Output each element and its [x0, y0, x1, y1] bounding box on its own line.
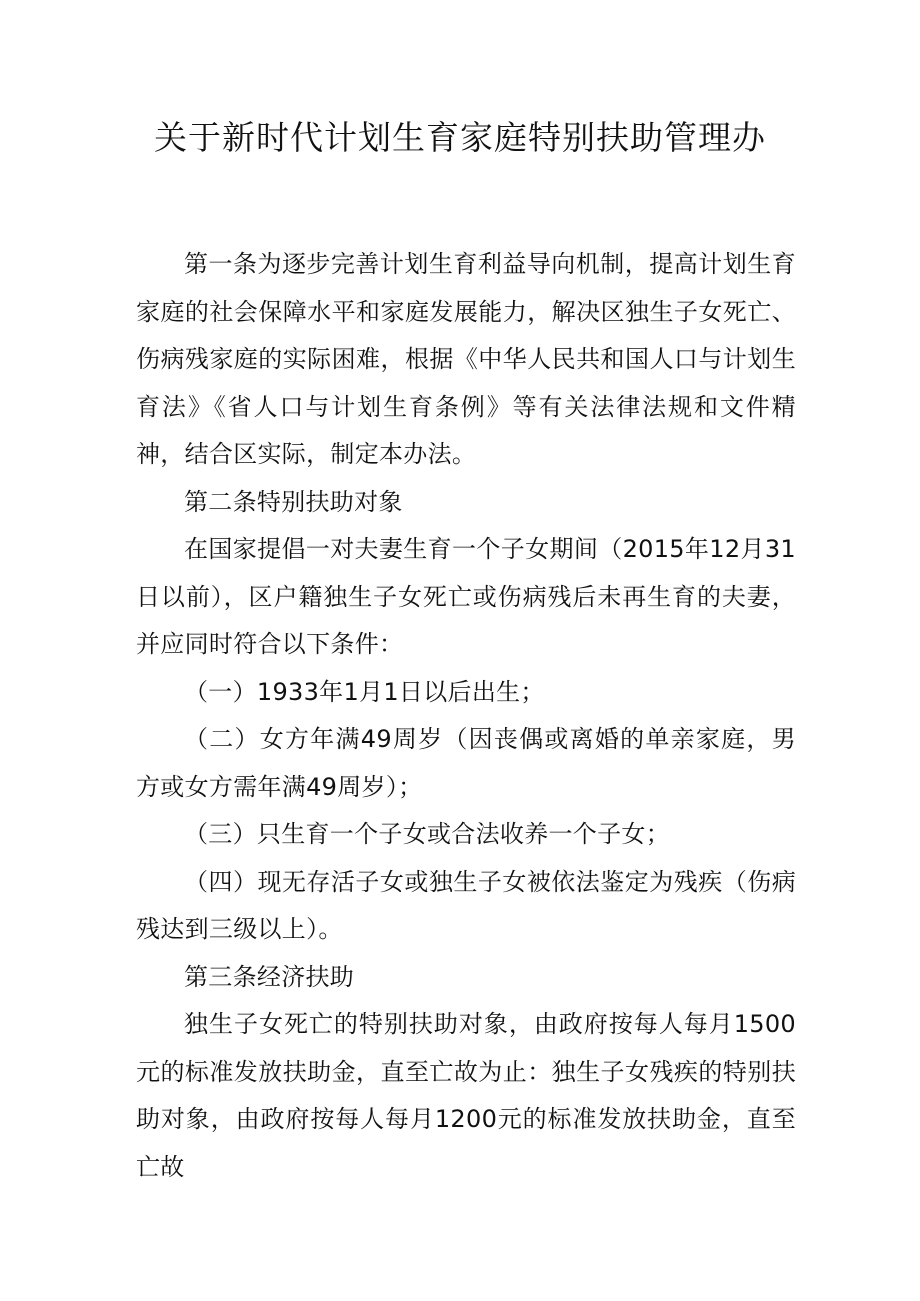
article-3-paragraph: 独生子女死亡的特别扶助对象，由政府按每人每月1500元的标准发放扶助金，直至亡故为止：独生子女残疾的特别扶助对象，由政府按每人每月1200元的标准发放扶助金，直至亡故: [136, 1010, 796, 1181]
condition-item-2: （二）女方年满49周岁（因丧偶或离婚的单亲家庭，男方或女方需年满49周岁）；: [136, 725, 796, 801]
condition-item-4: （四）现无存活子女或独生子女被依法鉴定为残疾（伤病残达到三级以上）。: [136, 867, 796, 943]
article-3-heading: 第三条经济扶助: [184, 962, 355, 991]
article-2-paragraph: 在国家提倡一对夫妻生育一个子女期间（2015年12月31日以前），区户籍独生子女死亡或伤病残后未再生育的夫妻，并应同时符合以下条件：: [136, 535, 796, 658]
condition-item-1: （一）1933年1月1日以后出生；: [184, 677, 545, 706]
document-title: 关于新时代计划生育家庭特别扶助管理办: [154, 118, 766, 157]
article-1-paragraph: 第一条为逐步完善计划生育利益导向机制，提高计划生育家庭的社会保障水平和家庭发展能力，解决区独生子女死亡、伤病残家庭的实际困难，根据《中华人民共和国人口与计划生育法》《省人口与计划生育条例》等有关法律法规和文件精神，结合区实际，制定本办法。: [136, 250, 796, 468]
condition-item-3: （三）只生育一个子女或合法收养一个子女；: [184, 820, 670, 848]
article-2-heading: 第二条特别扶助对象: [184, 487, 403, 516]
document-body: [136, 241, 796, 1191]
